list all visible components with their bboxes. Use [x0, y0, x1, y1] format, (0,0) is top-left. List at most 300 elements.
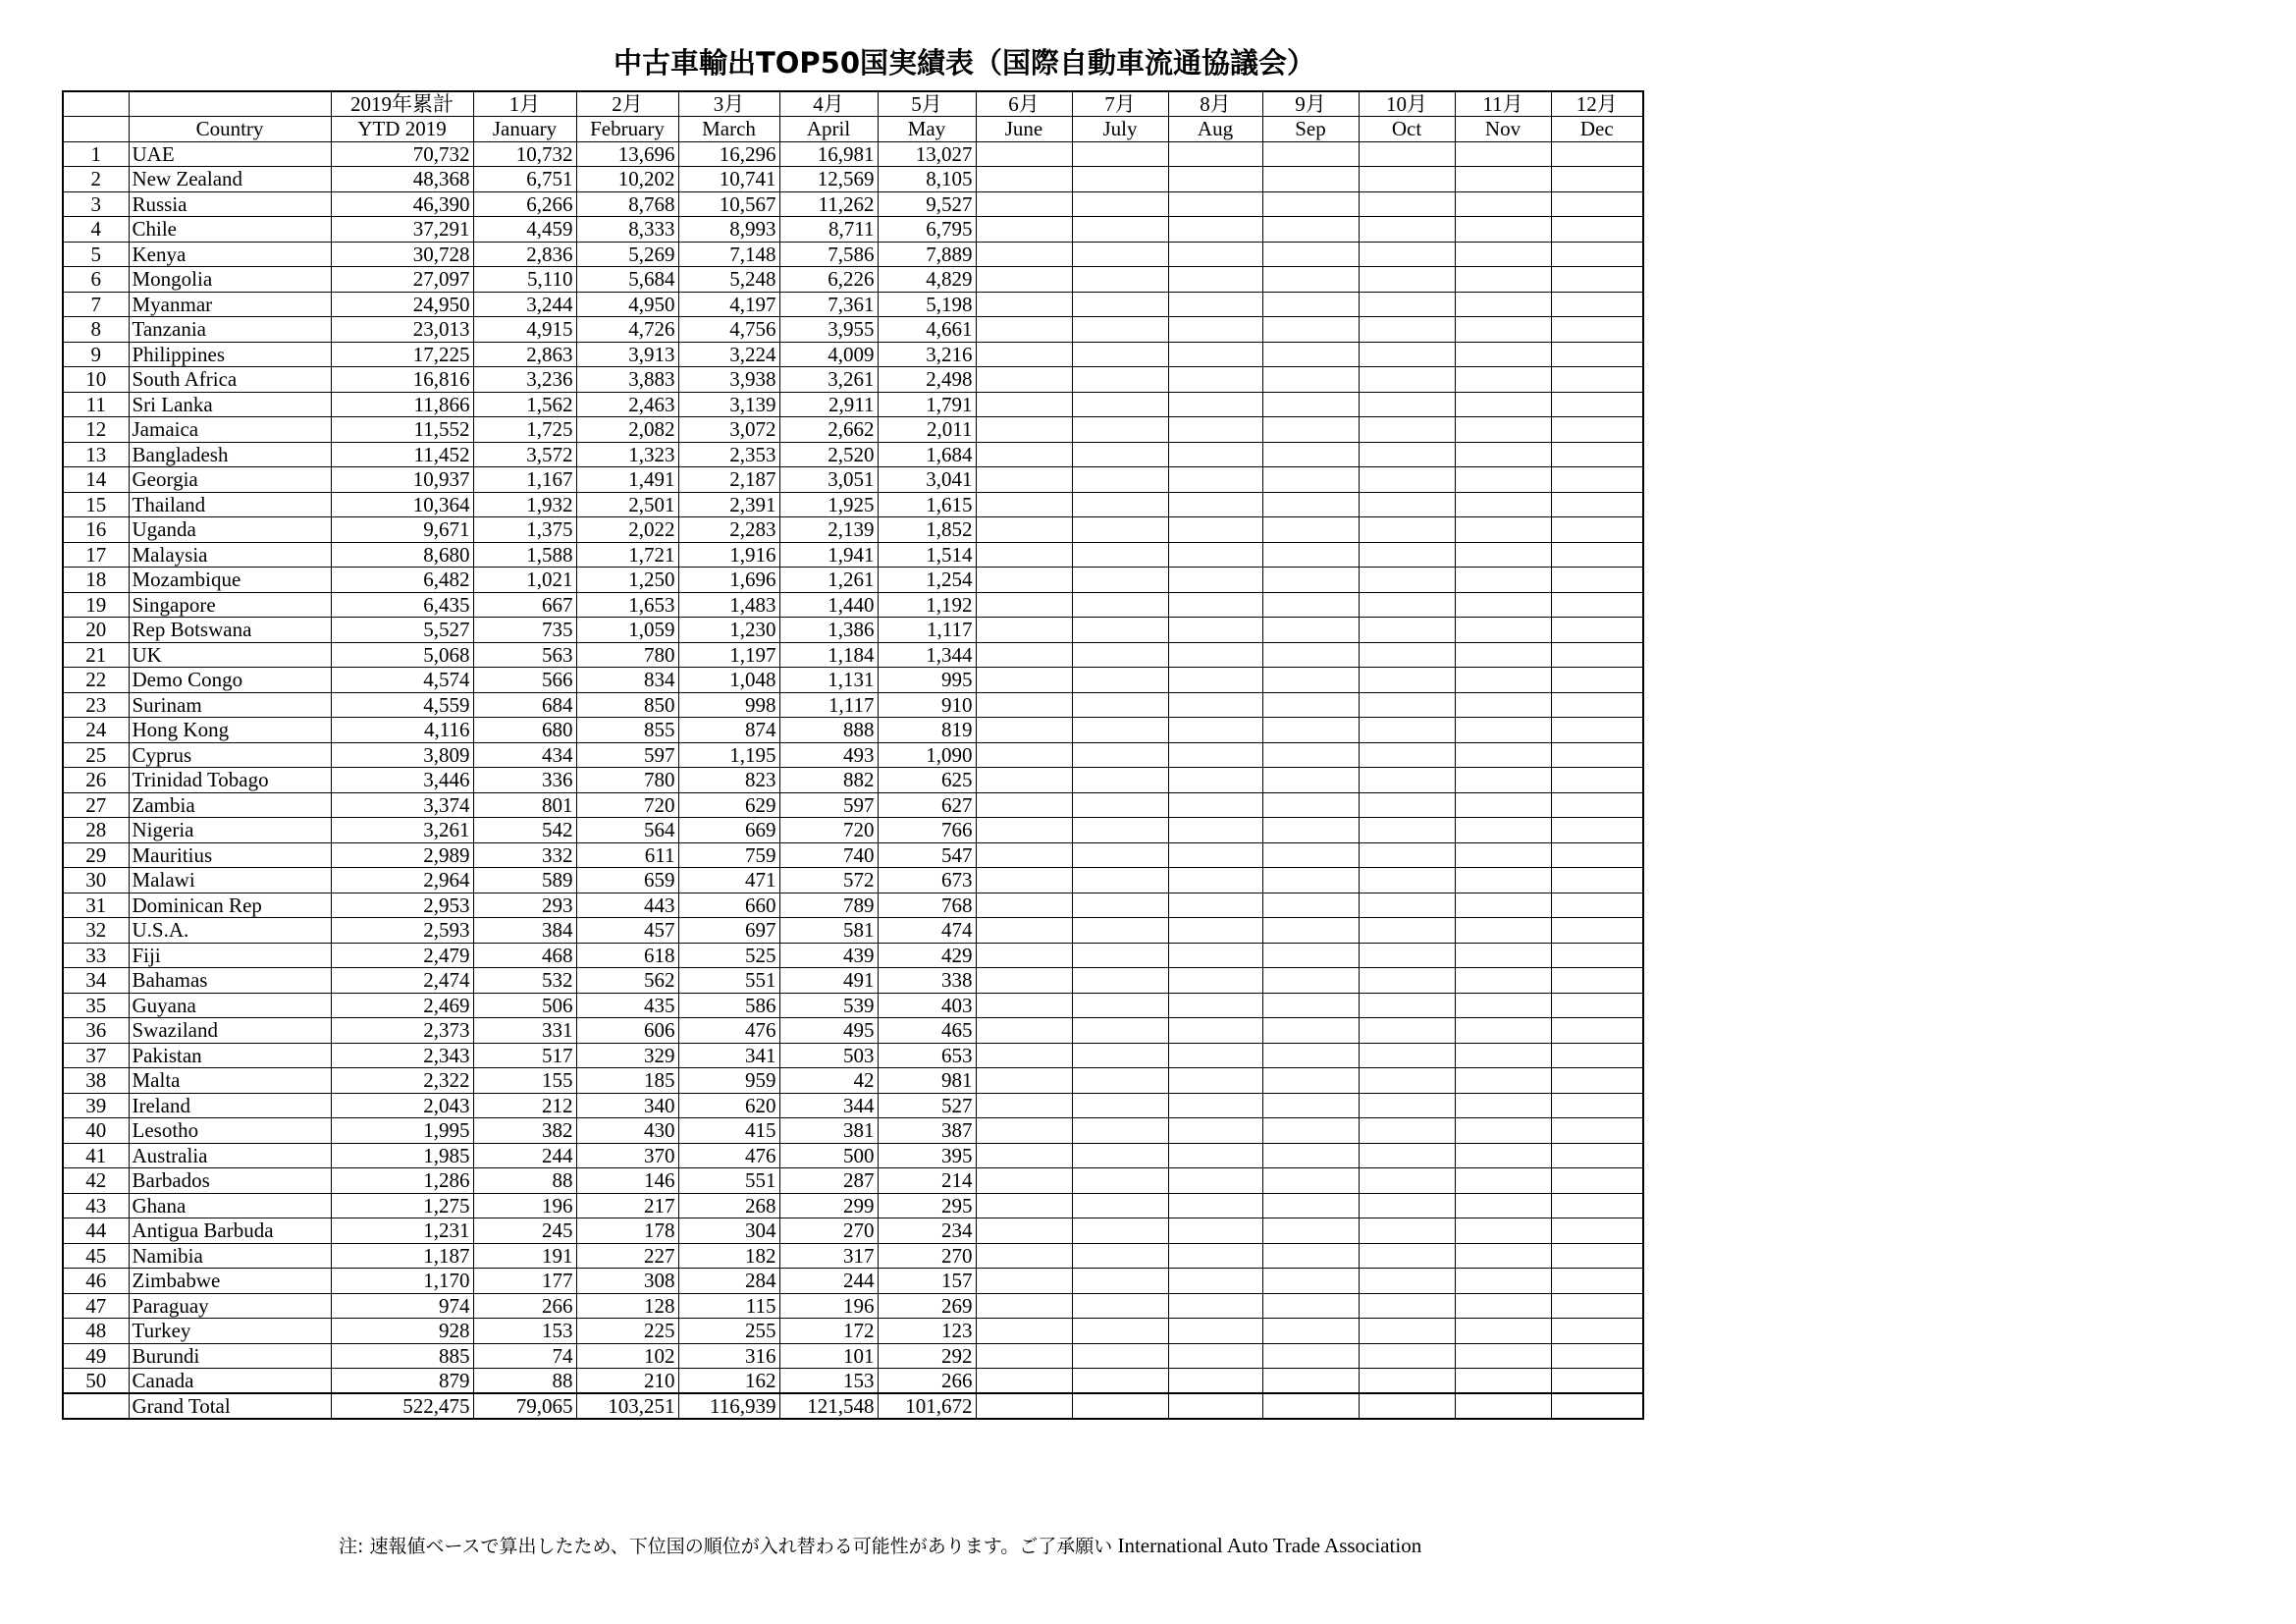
cell-feb: 2,082: [576, 417, 678, 443]
cell-empty: [1072, 918, 1168, 944]
cell-feb: 102: [576, 1343, 678, 1369]
cell-empty: [1072, 868, 1168, 893]
cell-empty: [1072, 367, 1168, 393]
table-row: [63, 1243, 1643, 1269]
cell-empty: [1359, 1243, 1455, 1269]
cell-feb: 855: [576, 718, 678, 743]
cell-empty: [1168, 191, 1262, 217]
cell-rank: 45: [63, 1243, 129, 1269]
cell-jan: 4,459: [473, 217, 576, 243]
cell-rank: 47: [63, 1293, 129, 1319]
cell-empty: [1551, 517, 1643, 543]
cell-jan: 177: [473, 1269, 576, 1294]
header-row-en: [63, 117, 1643, 142]
header-jp-cell: 3月: [678, 91, 779, 117]
cell-empty: [1168, 568, 1262, 593]
cell-empty: [1359, 392, 1455, 417]
cell-empty: [976, 1218, 1072, 1244]
cell-jan: 88: [473, 1168, 576, 1194]
footnote: [339, 1532, 1421, 1558]
cell-apr: 101: [779, 1343, 878, 1369]
cell-may: 1,684: [878, 442, 976, 467]
cell-ytd: 2,593: [331, 918, 473, 944]
cell-empty: [1359, 742, 1455, 768]
table-row: [63, 1343, 1643, 1369]
cell-apr: 439: [779, 943, 878, 968]
cell-empty: [1262, 292, 1359, 317]
cell-empty: [1359, 317, 1455, 343]
cell-feb: 308: [576, 1269, 678, 1294]
cell-empty: [1262, 768, 1359, 793]
cell-empty: [1262, 1393, 1359, 1419]
cell-empty: [976, 417, 1072, 443]
cell-mar: 5,248: [678, 267, 779, 293]
cell-empty: [1168, 918, 1262, 944]
cell-rank: 36: [63, 1018, 129, 1044]
cell-may: 234: [878, 1218, 976, 1244]
cell-mar: 182: [678, 1243, 779, 1269]
cell-may: 819: [878, 718, 976, 743]
cell-empty: [1072, 943, 1168, 968]
cell-feb: 720: [576, 792, 678, 818]
cell-apr: 42: [779, 1068, 878, 1094]
cell-empty: [1072, 718, 1168, 743]
cell-empty: [1072, 592, 1168, 618]
cell-empty: [1455, 167, 1551, 192]
cell-jan: 5,110: [473, 267, 576, 293]
cell-may: 673: [878, 868, 976, 893]
cell-rank: 12: [63, 417, 129, 443]
cell-empty: [1551, 1118, 1643, 1144]
cell-empty: [976, 242, 1072, 267]
cell-may: 9,527: [878, 191, 976, 217]
cell-empty: [1262, 1269, 1359, 1294]
cell-country: Turkey: [129, 1319, 331, 1344]
cell-jan: 1,167: [473, 467, 576, 493]
cell-empty: [1262, 1018, 1359, 1044]
cell-empty: [1072, 768, 1168, 793]
cell-country: Namibia: [129, 1243, 331, 1269]
cell-may: 266: [878, 1369, 976, 1394]
cell-empty: [1359, 191, 1455, 217]
cell-empty: [1359, 943, 1455, 968]
cell-empty: [1168, 217, 1262, 243]
cell-feb: 217: [576, 1193, 678, 1218]
cell-empty: [1072, 342, 1168, 367]
cell-may: 1,192: [878, 592, 976, 618]
cell-mar: 255: [678, 1319, 779, 1344]
cell-apr: 1,184: [779, 642, 878, 668]
cell-empty: [1359, 442, 1455, 467]
cell-empty: [1359, 668, 1455, 693]
cell-feb: 185: [576, 1068, 678, 1094]
cell-empty: [1168, 417, 1262, 443]
cell-may: 653: [878, 1043, 976, 1068]
cell-empty: [1072, 1269, 1168, 1294]
cell-empty: [1072, 668, 1168, 693]
cell-feb: 8,333: [576, 217, 678, 243]
cell-empty: [1168, 1068, 1262, 1094]
cell-empty: [976, 1369, 1072, 1394]
cell-empty: [1262, 1168, 1359, 1194]
cell-country: Uganda: [129, 517, 331, 543]
cell-mar: 304: [678, 1218, 779, 1244]
cell-ytd: 48,368: [331, 167, 473, 192]
cell-empty: [976, 392, 1072, 417]
header-en-cell: Sep: [1262, 117, 1359, 142]
cell-feb: 178: [576, 1218, 678, 1244]
cell-mar: 4,756: [678, 317, 779, 343]
cell-empty: [1455, 242, 1551, 267]
total-cell-feb: 103,251: [576, 1393, 678, 1419]
cell-may: 5,198: [878, 292, 976, 317]
cell-empty: [1551, 718, 1643, 743]
cell-jan: 6,266: [473, 191, 576, 217]
cell-jan: 589: [473, 868, 576, 893]
cell-rank: 37: [63, 1043, 129, 1068]
table-row: [63, 367, 1643, 393]
cell-empty: [1551, 367, 1643, 393]
cell-empty: [1359, 1218, 1455, 1244]
cell-may: 465: [878, 1018, 976, 1044]
cell-empty: [976, 1143, 1072, 1168]
cell-empty: [1551, 242, 1643, 267]
cell-feb: 850: [576, 692, 678, 718]
cell-empty: [1072, 141, 1168, 167]
cell-mar: 586: [678, 993, 779, 1018]
cell-ytd: 4,116: [331, 718, 473, 743]
cell-may: 3,216: [878, 342, 976, 367]
cell-empty: [1168, 292, 1262, 317]
cell-rank: 19: [63, 592, 129, 618]
cell-feb: 611: [576, 842, 678, 868]
header-en-cell: June: [976, 117, 1072, 142]
header-jp-cell: [129, 91, 331, 117]
cell-rank: 5: [63, 242, 129, 267]
cell-ytd: 2,373: [331, 1018, 473, 1044]
cell-may: 387: [878, 1118, 976, 1144]
cell-empty: [1359, 642, 1455, 668]
cell-empty: [1455, 267, 1551, 293]
cell-empty: [976, 818, 1072, 843]
cell-empty: [1551, 818, 1643, 843]
cell-feb: 564: [576, 818, 678, 843]
table-row: [63, 392, 1643, 417]
cell-empty: [1359, 542, 1455, 568]
cell-empty: [1359, 993, 1455, 1018]
cell-country: Mongolia: [129, 267, 331, 293]
cell-ytd: 1,995: [331, 1118, 473, 1144]
cell-jan: 336: [473, 768, 576, 793]
table-row: [63, 918, 1643, 944]
cell-empty: [1168, 642, 1262, 668]
cell-country: Canada: [129, 1369, 331, 1394]
cell-rank: 20: [63, 618, 129, 643]
cell-empty: [1551, 1343, 1643, 1369]
cell-jan: 384: [473, 918, 576, 944]
table-row: [63, 1068, 1643, 1094]
cell-empty: [1359, 1393, 1455, 1419]
cell-empty: [1455, 467, 1551, 493]
cell-empty: [1455, 692, 1551, 718]
cell-empty: [1551, 1218, 1643, 1244]
cell-country: Tanzania: [129, 317, 331, 343]
cell-feb: 146: [576, 1168, 678, 1194]
cell-mar: 551: [678, 1168, 779, 1194]
table-row: [63, 217, 1643, 243]
cell-empty: [976, 692, 1072, 718]
total-cell-apr: 121,548: [779, 1393, 878, 1419]
cell-apr: 8,711: [779, 217, 878, 243]
cell-feb: 1,721: [576, 542, 678, 568]
cell-jan: 1,562: [473, 392, 576, 417]
cell-may: 1,254: [878, 568, 976, 593]
cell-empty: [1072, 542, 1168, 568]
cell-country: Barbados: [129, 1168, 331, 1194]
cell-ytd: 37,291: [331, 217, 473, 243]
table-row: [63, 692, 1643, 718]
cell-country: Thailand: [129, 492, 331, 517]
cell-rank: 38: [63, 1068, 129, 1094]
cell-mar: 525: [678, 943, 779, 968]
cell-empty: [976, 292, 1072, 317]
cell-may: 4,829: [878, 267, 976, 293]
cell-jan: 506: [473, 993, 576, 1018]
cell-empty: [1072, 317, 1168, 343]
cell-empty: [1551, 141, 1643, 167]
cell-may: 7,889: [878, 242, 976, 267]
cell-empty: [1262, 742, 1359, 768]
cell-rank: 48: [63, 1319, 129, 1344]
table-row: [63, 868, 1643, 893]
cell-empty: [1455, 568, 1551, 593]
cell-empty: [1455, 968, 1551, 994]
cell-empty: [1262, 1218, 1359, 1244]
cell-ytd: 11,866: [331, 392, 473, 417]
table-row: [63, 568, 1643, 593]
cell-apr: 7,361: [779, 292, 878, 317]
cell-ytd: 2,322: [331, 1068, 473, 1094]
cell-apr: 888: [779, 718, 878, 743]
cell-mar: 1,916: [678, 542, 779, 568]
cell-may: 429: [878, 943, 976, 968]
cell-empty: [976, 517, 1072, 543]
cell-feb: 1,491: [576, 467, 678, 493]
cell-empty: [1455, 1168, 1551, 1194]
cell-empty: [1359, 968, 1455, 994]
cell-jan: 74: [473, 1343, 576, 1369]
cell-empty: [1072, 692, 1168, 718]
cell-empty: [1262, 342, 1359, 367]
cell-may: 6,795: [878, 217, 976, 243]
cell-ytd: 5,527: [331, 618, 473, 643]
cell-empty: [1072, 242, 1168, 267]
cell-empty: [1551, 1168, 1643, 1194]
cell-jan: 735: [473, 618, 576, 643]
cell-feb: 430: [576, 1118, 678, 1144]
cell-empty: [976, 618, 1072, 643]
cell-ytd: 70,732: [331, 141, 473, 167]
cell-empty: [1262, 217, 1359, 243]
cell-jan: 245: [473, 1218, 576, 1244]
cell-ytd: 8,680: [331, 542, 473, 568]
cell-empty: [1359, 592, 1455, 618]
total-cell-jan: 79,065: [473, 1393, 576, 1419]
cell-empty: [1072, 1218, 1168, 1244]
cell-empty: [1168, 592, 1262, 618]
total-cell-rank: [63, 1393, 129, 1419]
cell-may: 214: [878, 1168, 976, 1194]
cell-empty: [1168, 818, 1262, 843]
cell-mar: 7,148: [678, 242, 779, 267]
cell-country: Malta: [129, 1068, 331, 1094]
cell-empty: [1262, 668, 1359, 693]
cell-empty: [1359, 1118, 1455, 1144]
table-row: [63, 893, 1643, 918]
cell-empty: [1455, 292, 1551, 317]
header-en-cell: February: [576, 117, 678, 142]
cell-empty: [1551, 742, 1643, 768]
cell-empty: [1551, 417, 1643, 443]
cell-empty: [1455, 1319, 1551, 1344]
cell-apr: 4,009: [779, 342, 878, 367]
cell-empty: [1072, 191, 1168, 217]
cell-ytd: 11,452: [331, 442, 473, 467]
cell-empty: [976, 568, 1072, 593]
cell-empty: [1262, 542, 1359, 568]
cell-empty: [1551, 217, 1643, 243]
cell-country: Demo Congo: [129, 668, 331, 693]
cell-country: Russia: [129, 191, 331, 217]
total-cell-ytd: 522,475: [331, 1393, 473, 1419]
cell-empty: [976, 167, 1072, 192]
header-en-cell: Country: [129, 117, 331, 142]
cell-jan: 382: [473, 1118, 576, 1144]
cell-jan: 244: [473, 1143, 576, 1168]
cell-country: Singapore: [129, 592, 331, 618]
cell-feb: 210: [576, 1369, 678, 1394]
cell-ytd: 2,953: [331, 893, 473, 918]
cell-ytd: 2,043: [331, 1093, 473, 1118]
cell-empty: [1168, 167, 1262, 192]
cell-empty: [1359, 818, 1455, 843]
total-cell-may: 101,672: [878, 1393, 976, 1419]
cell-empty: [1551, 918, 1643, 944]
cell-empty: [1262, 1043, 1359, 1068]
cell-feb: 2,501: [576, 492, 678, 517]
cell-empty: [1262, 492, 1359, 517]
cell-empty: [1551, 642, 1643, 668]
cell-empty: [1168, 267, 1262, 293]
cell-empty: [1551, 467, 1643, 493]
cell-empty: [976, 893, 1072, 918]
footnote-en: International Auto Trade Association: [1117, 1534, 1422, 1557]
cell-jan: 3,244: [473, 292, 576, 317]
cell-may: 547: [878, 842, 976, 868]
cell-rank: 42: [63, 1168, 129, 1194]
cell-jan: 680: [473, 718, 576, 743]
cell-ytd: 2,469: [331, 993, 473, 1018]
cell-may: 3,041: [878, 467, 976, 493]
cell-empty: [1168, 1393, 1262, 1419]
cell-feb: 5,684: [576, 267, 678, 293]
cell-empty: [1262, 692, 1359, 718]
cell-empty: [1551, 668, 1643, 693]
cell-empty: [1359, 217, 1455, 243]
cell-empty: [1359, 1293, 1455, 1319]
cell-empty: [1551, 1243, 1643, 1269]
cell-empty: [1551, 191, 1643, 217]
cell-empty: [1455, 642, 1551, 668]
cell-empty: [1072, 442, 1168, 467]
cell-country: U.S.A.: [129, 918, 331, 944]
cell-apr: 12,569: [779, 167, 878, 192]
cell-empty: [1455, 1018, 1551, 1044]
table-body: [63, 91, 1643, 1419]
table-row: [63, 842, 1643, 868]
table-row: [63, 1018, 1643, 1044]
table-row: [63, 968, 1643, 994]
cell-empty: [1168, 342, 1262, 367]
cell-mar: 471: [678, 868, 779, 893]
cell-may: 292: [878, 1343, 976, 1369]
cell-empty: [1359, 568, 1455, 593]
cell-may: 2,498: [878, 367, 976, 393]
cell-jan: 153: [473, 1319, 576, 1344]
cell-empty: [1551, 1369, 1643, 1394]
cell-country: Burundi: [129, 1343, 331, 1369]
cell-may: 1,615: [878, 492, 976, 517]
cell-empty: [1551, 267, 1643, 293]
cell-mar: 341: [678, 1043, 779, 1068]
header-jp-cell: 1月: [473, 91, 576, 117]
cell-apr: 7,586: [779, 242, 878, 267]
cell-may: 766: [878, 818, 976, 843]
cell-may: 295: [878, 1193, 976, 1218]
cell-empty: [1262, 943, 1359, 968]
table-row: [63, 517, 1643, 543]
cell-feb: 13,696: [576, 141, 678, 167]
cell-empty: [1455, 191, 1551, 217]
cell-empty: [1359, 768, 1455, 793]
table-row: [63, 668, 1643, 693]
cell-empty: [1359, 868, 1455, 893]
cell-jan: 684: [473, 692, 576, 718]
total-cell-mar: 116,939: [678, 1393, 779, 1419]
cell-empty: [1262, 1143, 1359, 1168]
cell-empty: [1168, 1293, 1262, 1319]
cell-empty: [1455, 768, 1551, 793]
header-row-jp: [63, 91, 1643, 117]
cell-mar: 2,283: [678, 517, 779, 543]
cell-jan: 1,725: [473, 417, 576, 443]
cell-apr: 153: [779, 1369, 878, 1394]
cell-empty: [1168, 718, 1262, 743]
cell-empty: [1455, 993, 1551, 1018]
cell-ytd: 10,937: [331, 467, 473, 493]
cell-empty: [1072, 292, 1168, 317]
cell-empty: [1072, 1393, 1168, 1419]
cell-ytd: 24,950: [331, 292, 473, 317]
cell-empty: [1168, 467, 1262, 493]
cell-ytd: 30,728: [331, 242, 473, 267]
cell-empty: [1168, 968, 1262, 994]
cell-country: Mozambique: [129, 568, 331, 593]
cell-mar: 284: [678, 1269, 779, 1294]
cell-ytd: 1,275: [331, 1193, 473, 1218]
cell-ytd: 4,559: [331, 692, 473, 718]
cell-empty: [1168, 1319, 1262, 1344]
